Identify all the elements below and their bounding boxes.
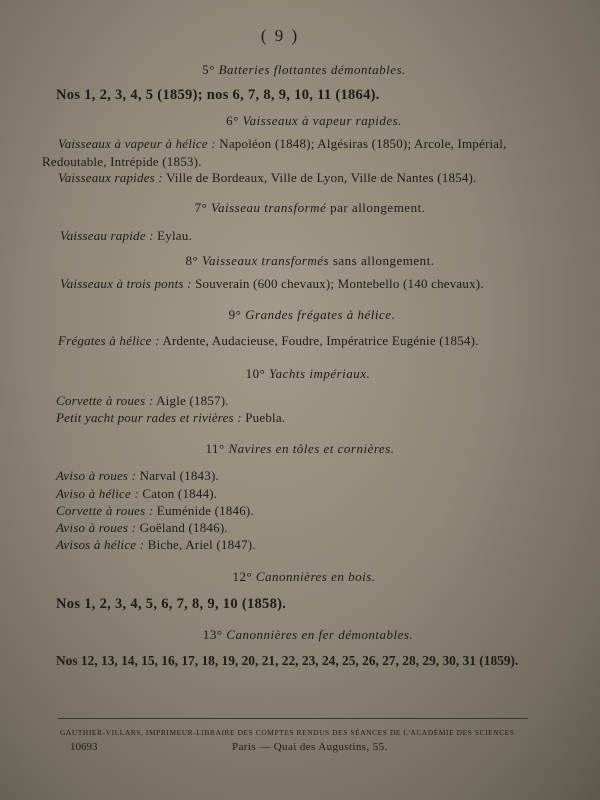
section-number: 9° xyxy=(228,307,242,322)
entry-text: Puebla. xyxy=(241,410,286,425)
entry-text: Ville de Bordeaux, Ville de Lyon, Ville de Nantes (1854). xyxy=(162,170,477,185)
entry-text: Napoléon (1848); Algésiras (1850); Arcole, Impérial, xyxy=(215,136,507,151)
entry-line xyxy=(56,468,219,484)
section-number: 6° xyxy=(226,113,239,128)
entry-label: Vaisseaux à trois ponts : xyxy=(60,276,192,291)
section-title: Vaisseaux transformés xyxy=(201,253,330,268)
section-heading-7 xyxy=(0,200,600,216)
section-heading-12 xyxy=(0,569,600,585)
entry-line xyxy=(56,393,229,409)
entry-text: Caton (1844). xyxy=(138,486,218,501)
entry-label: Aviso à roues : xyxy=(56,468,137,483)
section-number: 13° xyxy=(202,627,223,642)
entry-text: Eylau. xyxy=(153,228,192,243)
printer-imprint: GAUTHIER-VILLARS, IMPRIMEUR-LIBRAIRE DES COMPTES RENDUS DES SÉANCES DE L'ACADÉMIE DES SCIENCES. xyxy=(60,728,518,737)
section-number: 5° xyxy=(202,62,215,77)
section-title: Batteries flottantes démontables. xyxy=(218,62,406,77)
section-heading-8 xyxy=(0,253,600,269)
section-title: Canonnières en bois. xyxy=(255,569,376,584)
entry-label: Avisos à hélice : xyxy=(56,537,145,552)
entry-label: Frégates à hélice : xyxy=(58,333,160,348)
entry-label: Petit yacht pour rades et rivières : xyxy=(56,410,242,425)
footer-divider xyxy=(58,718,528,719)
entry-line xyxy=(56,537,256,553)
section-heading-11 xyxy=(0,441,600,457)
entry-numbers-line: Nos 12, 13, 14, 15, 16, 17, 18, 19, 20, 21, 22, 23, 24, 25, 26, 27, 28, 29, 30, 31 (1859). xyxy=(56,653,519,668)
section-number: 12° xyxy=(232,569,253,584)
entry-text: Aigle (1857). xyxy=(153,393,229,408)
entry-text: Ardente, Audacieuse, Foudre, Impératrice Eugénie (1854). xyxy=(159,333,479,348)
entry-label: Corvette à roues : xyxy=(56,393,154,408)
entry-line xyxy=(56,486,217,502)
section-heading-5 xyxy=(0,62,600,78)
entry-text: Euménide (1846). xyxy=(153,503,254,518)
section-number: 10° xyxy=(245,366,266,381)
printer-address: Paris — Quai des Augustins, 55. xyxy=(232,741,388,753)
page-number: ( 9 ) xyxy=(260,26,300,45)
section-title: Navires en tôles et cornières. xyxy=(228,441,395,456)
entry-line xyxy=(58,170,477,186)
entry-label: Aviso à hélice : xyxy=(56,486,139,501)
entry-text: Goëland (1846). xyxy=(136,520,228,535)
entry-line xyxy=(60,228,192,244)
entry-label: Aviso à roues : xyxy=(56,520,137,535)
section-heading-9 xyxy=(0,307,600,323)
section-title-rest: sans allongement. xyxy=(329,253,435,268)
entry-label: Vaisseau rapide : xyxy=(60,228,154,243)
entry-numbers-line: Nos 1, 2, 3, 4, 5 (1859); nos 6, 7, 8, 9, 10, 11 (1864). xyxy=(56,87,380,103)
section-heading-6 xyxy=(0,113,600,129)
section-title: Yachts impériaux. xyxy=(269,366,371,381)
entry-label: Corvette à roues : xyxy=(56,503,154,518)
section-heading-13 xyxy=(0,627,600,643)
section-title: Vaisseau transformé xyxy=(211,200,327,215)
entry-text: Redoutable, Intrépide (1853). xyxy=(42,154,202,169)
section-title-rest: par allongement. xyxy=(326,200,426,215)
entry-line xyxy=(56,520,228,536)
entry-label: Vaisseaux rapides : xyxy=(58,170,163,185)
print-job-number: 10693 xyxy=(70,741,98,753)
section-number: 7° xyxy=(194,200,208,215)
section-number: 8° xyxy=(185,253,199,268)
section-title: Vaisseaux à vapeur rapides. xyxy=(242,113,402,128)
section-title: Grandes frégates à hélice. xyxy=(245,307,396,322)
section-heading-10 xyxy=(0,366,600,382)
entry-text: Biche, Ariel (1847). xyxy=(144,537,256,552)
entry-line xyxy=(42,154,202,170)
entry-line xyxy=(56,410,285,426)
entry-line xyxy=(58,136,507,152)
entry-line xyxy=(58,333,479,349)
section-title: Canonnières en fer démontables. xyxy=(226,627,414,642)
entry-numbers-line: Nos 1, 2, 3, 4, 5, 6, 7, 8, 9, 10 (1858). xyxy=(56,596,287,612)
entry-line xyxy=(60,276,484,292)
entry-text: Souverain (600 chevaux); Montebello (140 chevaux). xyxy=(191,276,484,291)
entry-text: Narval (1843). xyxy=(136,468,219,483)
section-number: 11° xyxy=(205,441,225,456)
entry-line xyxy=(56,503,254,519)
entry-label: Vaisseaux à vapeur à hélice : xyxy=(58,136,216,151)
